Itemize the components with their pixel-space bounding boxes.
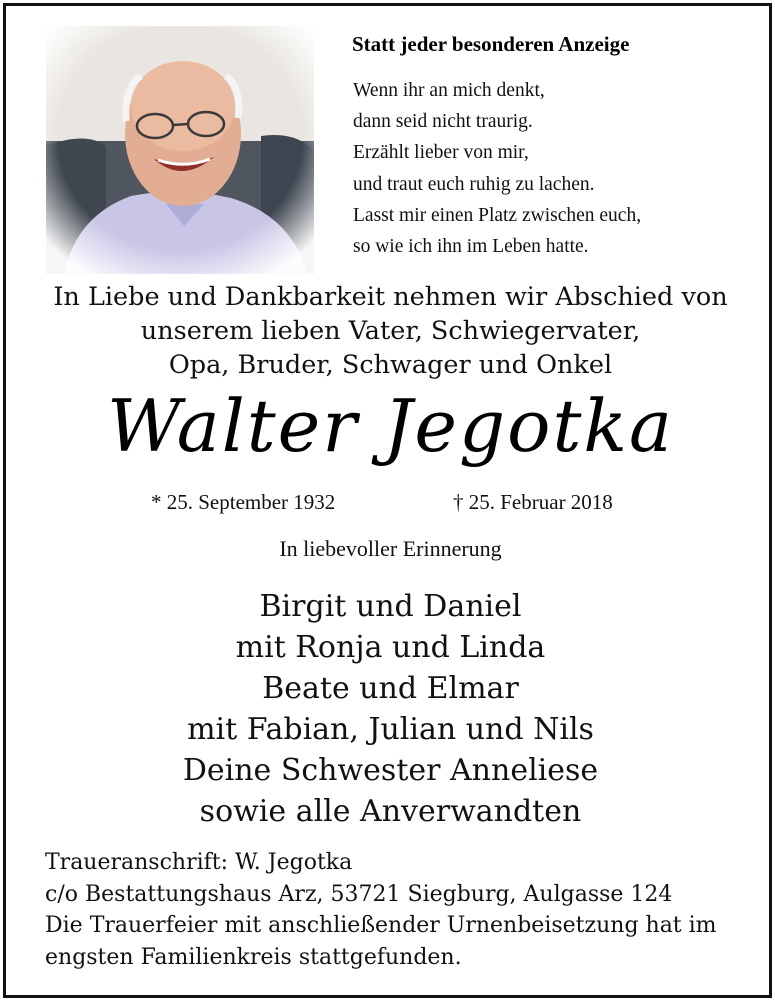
poem	[353, 75, 763, 262]
poem-line: dann seid nicht traurig.	[353, 111, 533, 133]
deceased-name: Walter Jegotka	[107, 384, 674, 468]
poem-line: so wie ich ihn im Leben hatte.	[353, 236, 589, 258]
obituary-notice	[3, 3, 772, 998]
poem-line: Erzählt lieber von mir,	[353, 142, 529, 164]
death-date: † 25. Februar 2018	[453, 490, 613, 514]
mourner-line: mit Fabian, Julian und Nils	[187, 712, 594, 747]
birth-date: * 25. September 1932	[151, 490, 336, 514]
address-line: engsten Familienkreis stattgefunden.	[45, 944, 462, 970]
notice-heading: Statt jeder besonderen Anzeige	[352, 32, 630, 56]
mourner-line: Deine Schwester Anneliese	[182, 753, 599, 788]
address-line: Traueranschrift: W. Jegotka	[45, 850, 353, 875]
address-line: Die Trauerfeier mit anschließender Urnenbeisetzung hat im	[45, 913, 717, 938]
intro-line: unserem lieben Vater, Schwiegervater,	[140, 316, 641, 346]
mourners-list	[6, 586, 775, 832]
address-line: c/o Bestattungshaus Arz, 53721 Siegburg, Aulgasse 124	[45, 881, 673, 907]
mourner-line: Birgit und Daniel	[259, 589, 522, 624]
intro-text	[6, 280, 775, 382]
remembrance-line: In liebevoller Erinnerung	[279, 536, 502, 561]
mourner-line: Beate und Elmar	[262, 671, 519, 706]
intro-line: In Liebe und Dankbarkeit nehmen wir Abschied von	[53, 282, 728, 312]
portrait-illustration	[46, 26, 314, 274]
poem-line: Lasst mir einen Platz zwischen euch,	[353, 204, 642, 226]
poem-line: Wenn ihr an mich denkt,	[353, 80, 545, 101]
mourner-line: sowie alle Anverwandten	[199, 794, 582, 829]
portrait-photo	[46, 26, 314, 274]
intro-line: Opa, Bruder, Schwager und Onkel	[168, 350, 613, 380]
mourner-line: mit Ronja und Linda	[235, 630, 546, 665]
address-block	[45, 847, 765, 973]
poem-line: und traut euch ruhig zu lachen.	[353, 173, 595, 195]
